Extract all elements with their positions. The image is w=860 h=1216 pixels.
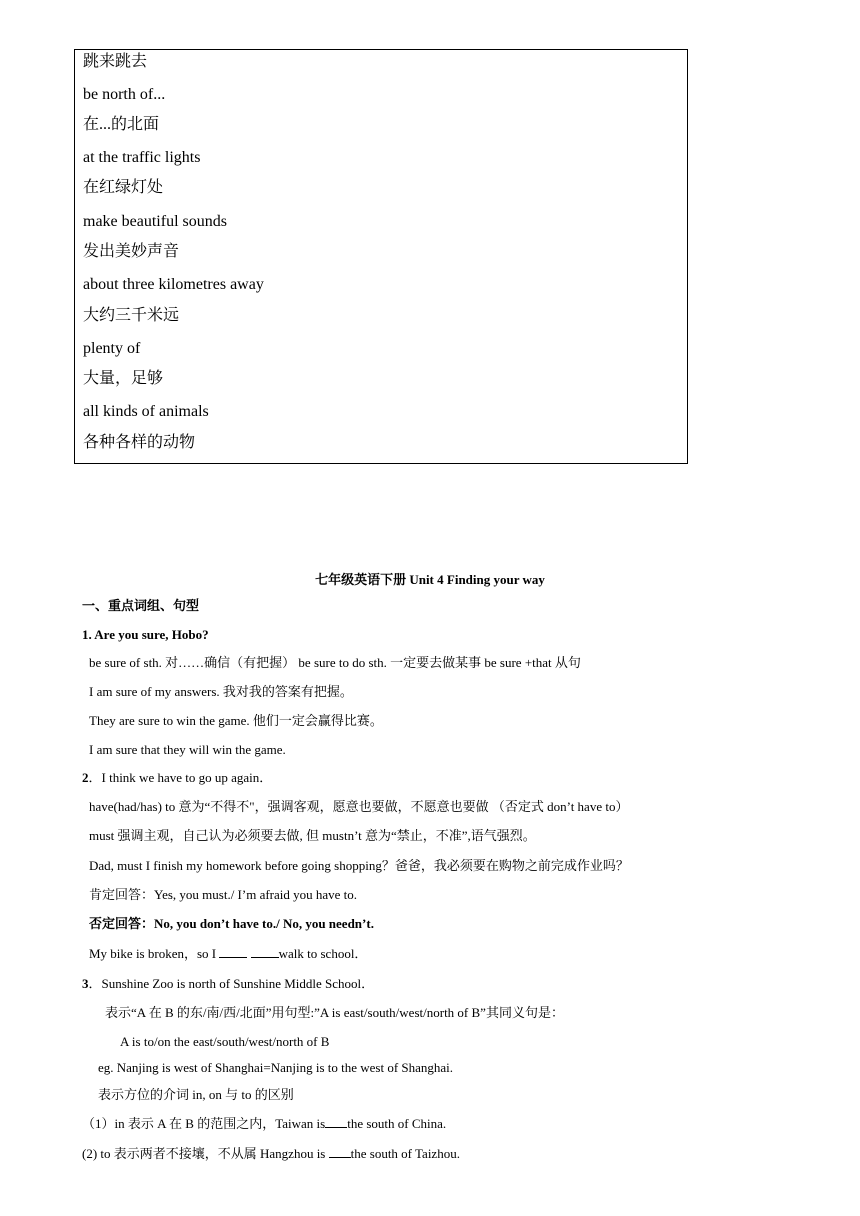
point-2-number: 2 <box>82 770 89 785</box>
item-text: (2) to 表示两者不接壤，不从属 Hangzhou is <box>82 1146 329 1161</box>
page-title: 七年级英语下册 Unit 4 Finding your way <box>315 572 545 587</box>
vocab-line: 大量，足够 <box>83 370 164 387</box>
point-3-number: 3 <box>82 976 89 991</box>
point-3-line: A is to/on the east/south/west/north of B <box>120 1034 330 1049</box>
vocab-line: about three kilometres away <box>83 276 264 293</box>
fill-blank[interactable] <box>219 945 247 958</box>
point-1-line: I am sure of my answers. 我对我的答案有把握。 <box>89 684 353 699</box>
point-2-line: have(had/has) to 意为“不得不"，强调客观，愿意也要做，不愿意也要做 （否定式 don’t have to） <box>89 799 629 814</box>
point-3-line: 表示方位的介词 in, on 与 to 的区别 <box>98 1087 294 1102</box>
point-3-heading <box>82 975 374 993</box>
vocab-line: make beautiful sounds <box>83 213 227 230</box>
point-3-item-1 <box>82 1115 446 1133</box>
point-3-item-2 <box>82 1145 460 1163</box>
point-2-line: Dad, must I finish my homework before going shopping？爸爸，我必须要在购物之前完成作业吗？ <box>89 858 629 873</box>
point-1-line: I am sure that they will win the game. <box>89 742 286 757</box>
point-3-line: eg. Nanjing is west of Shanghai=Nanjing is to the west of Shanghai. <box>98 1060 454 1075</box>
vocab-line: 在红绿灯处 <box>83 179 164 196</box>
vocab-line: 发出美妙声音 <box>83 243 180 260</box>
point-2-negative-answer <box>89 915 374 933</box>
vocab-line: at the traffic lights <box>83 149 201 166</box>
point-3-line: 表示“A 在 B 的东/南/西/北面”用句型:”A is east/south/west/north of B”其同义句是： <box>105 1005 564 1020</box>
item-text: the south of Taizhou. <box>350 1146 460 1161</box>
vocab-line: 跳来跳去 <box>83 53 148 70</box>
fill-blank[interactable] <box>251 945 279 958</box>
vocabulary-table <box>74 49 688 464</box>
point-1-line: They are sure to win the game. 他们一定会赢得比赛。 <box>89 713 383 728</box>
exercise-text: walk to school． <box>278 946 368 961</box>
vocab-line: 大约三千米远 <box>83 307 180 324</box>
exercise-text: My bike is broken，so I <box>89 946 220 961</box>
vocab-line: plenty of <box>83 340 141 357</box>
fill-blank[interactable] <box>325 1115 347 1128</box>
point-2-line: must 强调主观，自己认为必须要去做, 但 mustn’t 意为“禁止，不准”,语气强烈。 <box>89 828 536 843</box>
vocab-line: all kinds of animals <box>83 403 209 420</box>
point-2-text: ．I think we have to go up again． <box>88 770 273 785</box>
fill-blank[interactable] <box>329 1145 351 1158</box>
negative-label: 否定回答： <box>89 916 155 931</box>
vocab-line: 各种各样的动物 <box>83 434 196 451</box>
point-1-heading: 1. Are you sure, Hobo? <box>82 627 209 642</box>
vocab-line: 在...的北面 <box>83 116 160 133</box>
point-2-line: 肯定回答：Yes, you must./ I’m afraid you have to. <box>89 887 358 902</box>
point-2-exercise <box>89 945 367 963</box>
item-text: （1）in 表示 A 在 B 的范围之内，Taiwan is <box>82 1116 326 1131</box>
point-2-heading <box>82 769 272 787</box>
vocab-line: be north of... <box>83 86 166 103</box>
point-1-line: be sure of sth. 对……确信（有把握） be sure to do sth. 一定要去做某事 be sure +that 从句 <box>89 655 581 670</box>
item-text: the south of China. <box>347 1116 447 1131</box>
point-3-text: ．Sunshine Zoo is north of Sunshine Middle School． <box>88 976 375 991</box>
negative-text: No, you don’t have to./ No, you needn’t. <box>154 916 374 931</box>
section-heading: 一、重点词组、句型 <box>82 598 200 613</box>
